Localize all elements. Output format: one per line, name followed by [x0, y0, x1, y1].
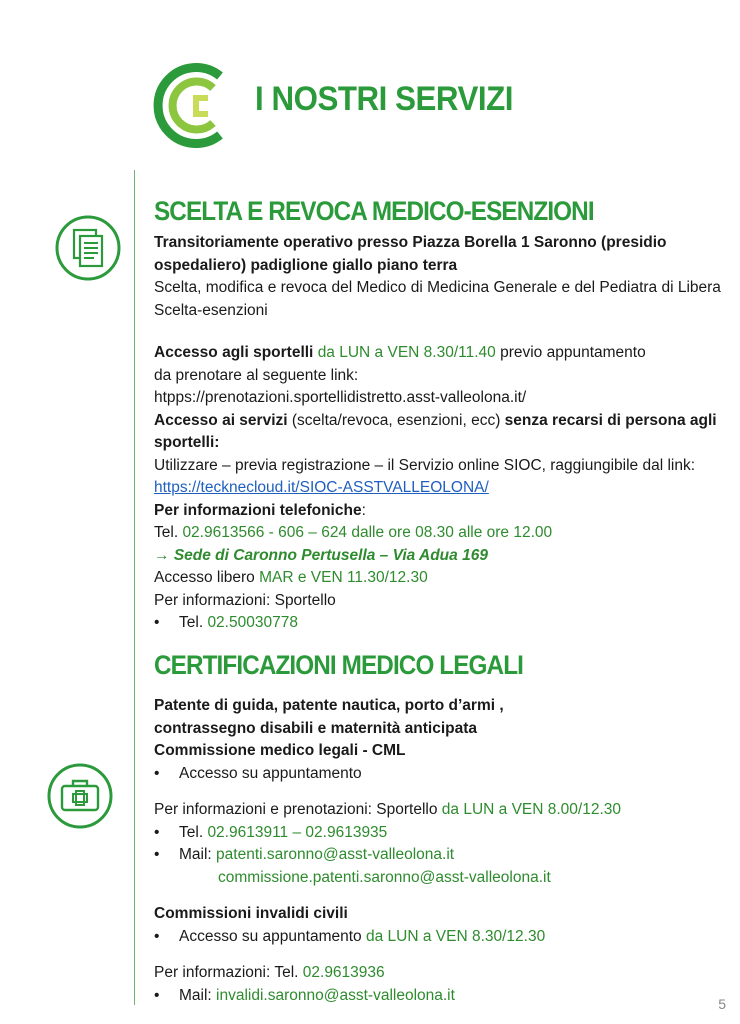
- inv-tel: 02.9613936: [302, 964, 385, 981]
- section-divider-line: [134, 170, 135, 1005]
- first-aid-kit-icon: [46, 762, 114, 830]
- inv-hours: da LUN a VEN 8.30/12.30: [365, 927, 546, 945]
- tel-label: Tel.: [179, 614, 204, 631]
- cert-line1: Patente di guida, patente nautica, porto d’armi ,: [154, 697, 504, 714]
- section1-intro: Scelta, modifica e revoca del Medico di Medicina Generale e del Pediatra di Libera Scelta-esenzioni: [154, 279, 721, 319]
- inv-mail-label: Mail:: [179, 986, 212, 1004]
- section2-content: [154, 695, 724, 1007]
- invalidi-title: Commissioni invalidi civili: [154, 905, 348, 922]
- inv-appointment: Accesso su appuntamento: [179, 927, 362, 945]
- access-tail: previo appuntamento: [500, 344, 646, 361]
- inv-info-label: Per informazioni: Tel.: [154, 964, 299, 981]
- access-label: Accesso agli sportelli: [154, 344, 314, 361]
- c-logo-icon: [150, 58, 245, 153]
- cml-info-label: Per informazioni e prenotazioni: Sportello: [154, 801, 438, 818]
- cml-tel-label: Tel.: [179, 823, 204, 841]
- phone-colon: :: [361, 501, 366, 519]
- bullet-icon: •: [154, 927, 160, 945]
- arrow-right-icon: →: [154, 546, 170, 564]
- services-mid: (scelta/revoca, esenzioni, ecc): [291, 411, 501, 429]
- online-text: Utilizzare – previa registrazione – il Servizio online SIOC, raggiungibile dal link:: [154, 456, 696, 474]
- booking-url: htpps://prenotazioni.sportellidistretto.asst-valleolona.it/: [154, 389, 527, 406]
- bullet-icon: •: [154, 823, 160, 841]
- section1-content: [154, 232, 724, 635]
- bullet-icon: •: [154, 614, 160, 631]
- sede-caronno: Sede di Caronno Pertusella – Via Adua 169: [173, 546, 488, 564]
- documents-icon: [54, 214, 122, 282]
- sioc-link[interactable]: https://tecknecloud.it/SIOC-ASSTVALLEOLONA/: [154, 479, 489, 496]
- phone-label: Per informazioni telefoniche: [154, 501, 362, 519]
- free-access-label: Accesso libero: [154, 569, 255, 586]
- bullet-icon: •: [154, 846, 160, 863]
- access-line2: da prenotare al seguente link:: [154, 366, 359, 384]
- cert-line2: contrassegno disabili e maternità anticipata: [154, 719, 478, 737]
- page-number: 5: [718, 996, 726, 1012]
- access-hours: da LUN a VEN 8.30/11.40: [317, 344, 496, 361]
- tel-number: 02.50030778: [207, 614, 298, 631]
- cml-mail2[interactable]: commissione.patenti.saronno@asst-valleolona.it: [218, 868, 551, 886]
- cert-line3: Commissione medico legali - CML: [154, 742, 406, 759]
- inv-mail[interactable]: invalidi.saronno@asst-valleolona.it: [216, 986, 455, 1004]
- cml-tel-numbers: 02.9613911 – 02.9613935: [207, 823, 388, 841]
- services-bold: senza recarsi di persona agli sportelli:: [154, 411, 717, 451]
- free-access-hours: MAR e VEN 11.30/12.30: [259, 569, 428, 586]
- phone-text: 02.9613566 - 606 – 624 dalle ore 08.30 alle ore 12.00: [182, 524, 553, 541]
- section-title-certificazioni: CERTIFICAZIONI MEDICO LEGALI: [154, 650, 523, 680]
- cml-appointment: Accesso su appuntamento: [179, 764, 362, 782]
- bullet-icon: •: [154, 764, 160, 782]
- cml-mail1[interactable]: patenti.saronno@asst-valleolona.it: [216, 846, 455, 863]
- section1-intro-bold: Transitoriamente operativo presso Piazza Borella 1 Saronno (presidio ospedaliero) padiglione giallo piano terra: [154, 234, 667, 274]
- services-label: Accesso ai servizi: [154, 411, 288, 429]
- bullet-icon: •: [154, 986, 160, 1004]
- page-title: I NOSTRI SERVIZI: [255, 80, 513, 118]
- section-title-scelta-revoca: SCELTA E REVOCA MEDICO-ESENZIONI: [154, 196, 594, 226]
- cml-info-hours: da LUN a VEN 8.00/12.30: [441, 801, 622, 818]
- phone-prefix: Tel.: [154, 524, 179, 541]
- cml-mail-label: Mail:: [179, 846, 212, 863]
- info-sportello: Per informazioni: Sportello: [154, 591, 336, 609]
